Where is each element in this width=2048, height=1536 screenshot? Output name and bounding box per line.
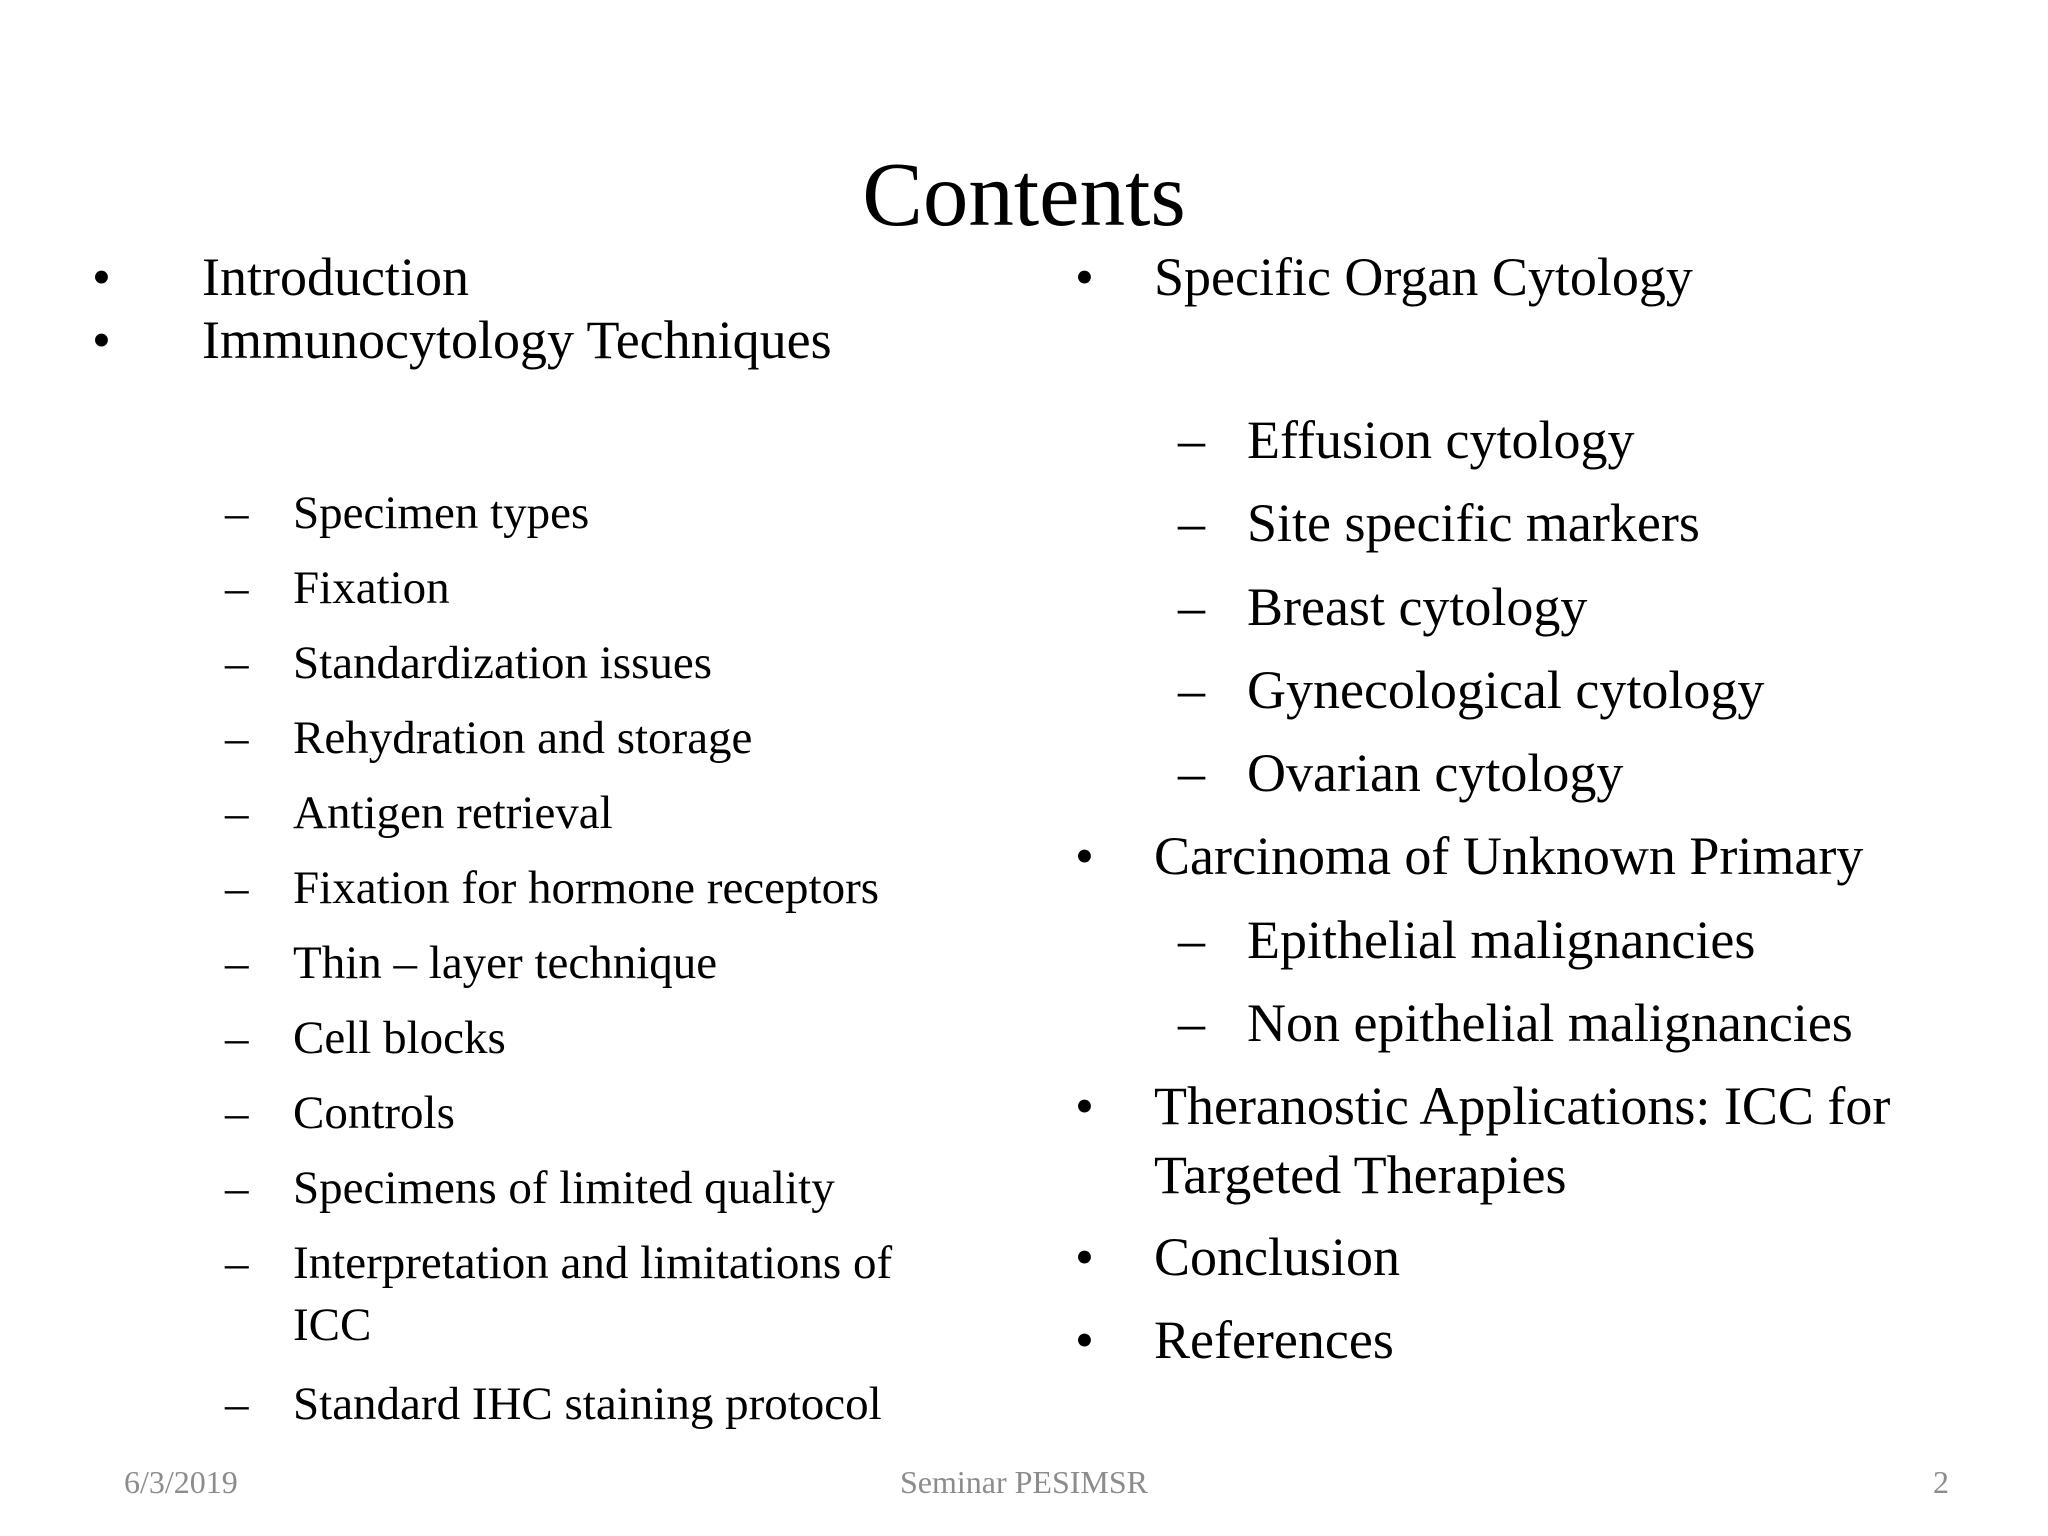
list-item-label: Introduction xyxy=(202,247,469,307)
bullet-marker: • xyxy=(1075,1310,1094,1370)
dash-marker: – xyxy=(225,637,249,689)
sub-list-item-label: Site specific markers xyxy=(1247,493,1700,553)
list-item-label: Carcinoma of Unknown Primary xyxy=(1154,826,1864,886)
dash-marker: – xyxy=(225,712,249,764)
sub-list-item-label: Breast cytology xyxy=(1247,577,1588,637)
sub-list-item-label: Fixation xyxy=(293,562,450,614)
dash-marker: – xyxy=(1178,993,1205,1053)
list-item-label: References xyxy=(1154,1310,1394,1370)
dash-marker: – xyxy=(225,787,249,839)
bullet-marker: • xyxy=(92,247,111,307)
bullet-marker: • xyxy=(92,310,111,370)
list-item-label: Targeted Therapies xyxy=(1154,1145,1567,1205)
list-item-label: Specific Organ Cytology xyxy=(1154,247,1693,307)
dash-marker: – xyxy=(1178,660,1205,720)
sub-list-item-label: Non epithelial malignancies xyxy=(1247,993,1853,1053)
dash-marker: – xyxy=(1178,410,1205,470)
sub-list-item-label: Thin – layer technique xyxy=(293,937,718,989)
dash-marker: – xyxy=(225,937,249,989)
dash-marker: – xyxy=(1178,577,1205,637)
footer-center-text: Seminar PESIMSR xyxy=(899,1464,1149,1500)
sub-list-item-label: Specimen types xyxy=(293,487,590,539)
dash-marker: – xyxy=(225,1162,249,1214)
dash-marker: – xyxy=(1178,493,1205,553)
footer-page-number: 2 xyxy=(1933,1464,1949,1500)
sub-list-item-label: Gynecological cytology xyxy=(1247,660,1765,720)
dash-marker: – xyxy=(225,562,249,614)
sub-list-item-label: Fixation for hormone receptors xyxy=(293,862,880,914)
sub-list-item-label: Antigen retrieval xyxy=(293,787,613,839)
sub-list-item-label: Controls xyxy=(293,1087,455,1139)
sub-list-item-label: Standardization issues xyxy=(293,637,713,689)
sub-list-item-label: Cell blocks xyxy=(293,1012,506,1064)
dash-marker: – xyxy=(225,1237,249,1289)
bullet-marker: • xyxy=(1075,1076,1094,1136)
bullet-marker: • xyxy=(1075,826,1094,886)
sub-list-item-label: Effusion cytology xyxy=(1247,410,1635,470)
sub-list-item-label: Epithelial malignancies xyxy=(1247,910,1756,970)
dash-marker: – xyxy=(225,1012,249,1064)
bullet-marker: • xyxy=(1075,1227,1094,1287)
slide-title: Contents xyxy=(862,144,1186,245)
bullet-marker: • xyxy=(1075,247,1094,307)
dash-marker: – xyxy=(1178,910,1205,970)
sub-list-item-label: Interpretation and limitations of xyxy=(293,1237,893,1289)
dash-marker: – xyxy=(225,1378,249,1430)
dash-marker: – xyxy=(225,487,249,539)
list-item-label: Immunocytology Techniques xyxy=(202,310,832,370)
sub-list-item-label: ICC xyxy=(293,1299,372,1351)
sub-list-item-label: Ovarian cytology xyxy=(1247,743,1624,803)
sub-list-item-label: Standard IHC staining protocol xyxy=(293,1378,882,1430)
sub-list-item-label: Rehydration and storage xyxy=(293,712,753,764)
dash-marker: – xyxy=(225,862,249,914)
dash-marker: – xyxy=(1178,743,1205,803)
sub-list-item-label: Specimens of limited quality xyxy=(293,1162,835,1214)
list-item-label: Theranostic Applications: ICC for xyxy=(1154,1076,1891,1136)
dash-marker: – xyxy=(225,1087,249,1139)
footer-date: 6/3/2019 xyxy=(124,1464,238,1500)
list-item-label: Conclusion xyxy=(1154,1227,1401,1287)
